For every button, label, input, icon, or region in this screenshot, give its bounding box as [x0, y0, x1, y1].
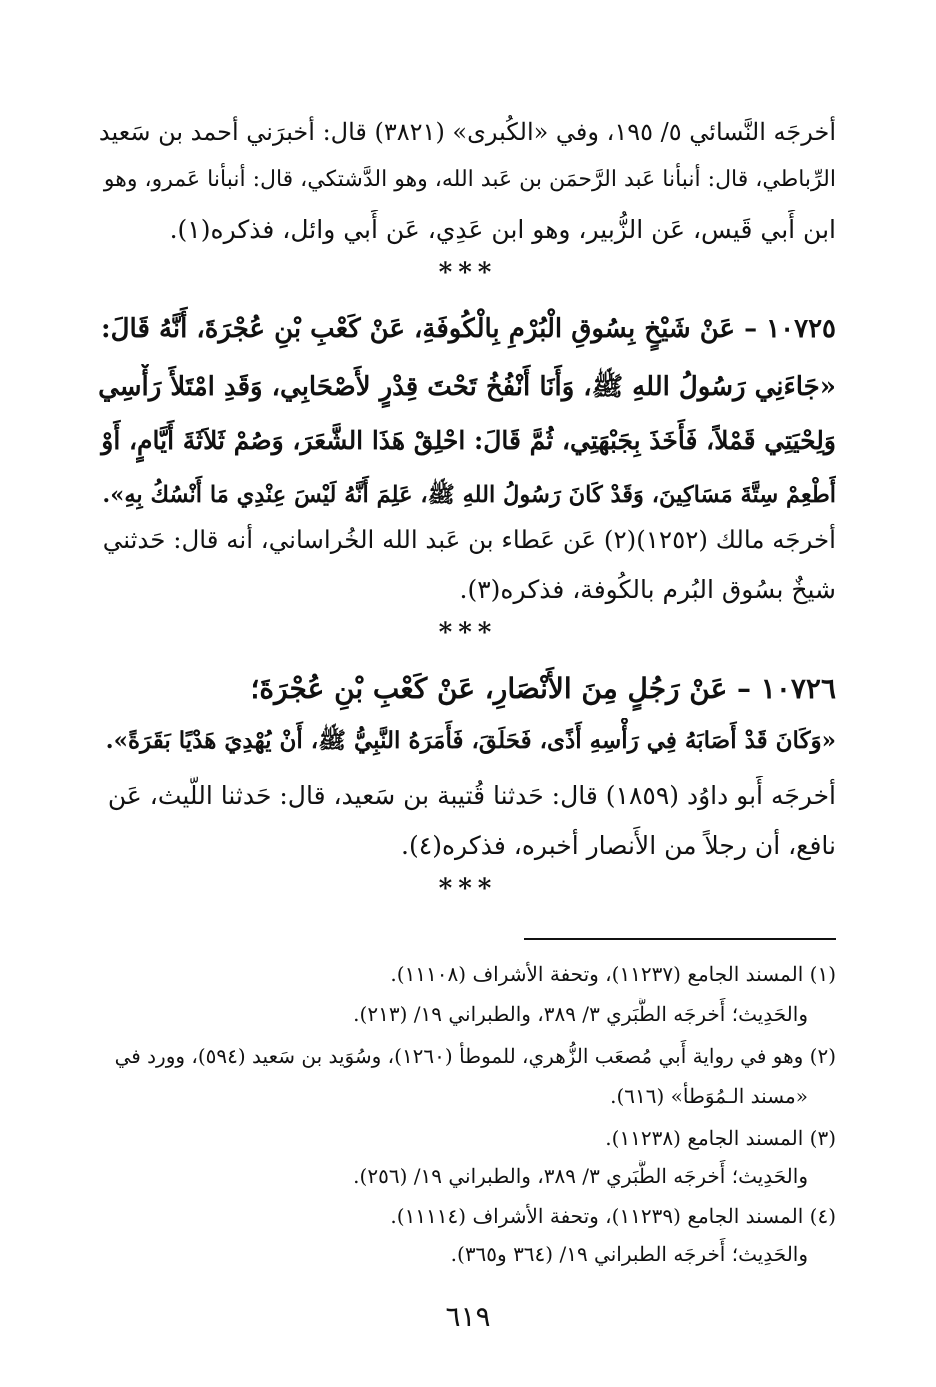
- hadith-text-line: «جَاءَنِي رَسُولُ اللهِ ﷺ، وَأَنَا أَنْفُخُ تَحْتَ قِدْرٍ لأَصْحَابِي، وَقَدِ امْتَلأَ رَأْسِي: [98, 372, 836, 402]
- footnote-line: (١) المسند الجامع (١١٢٣٧)، وتحفة الأشراف (١١١٠٨).: [390, 962, 836, 986]
- hadith-text-line: أَطْعِمْ سِتَّةَ مَسَاكِينَ، وَقَدْ كَانَ رَسُولُ اللهِ ﷺ، عَلِمَ أَنَّهُ لَيْسَ عِنْدِي مَا أَنْسُكُ بِهِ».: [102, 482, 836, 508]
- section-separator: ***: [438, 618, 498, 648]
- footnote-rule: [524, 938, 836, 940]
- takhrij-line: الرِّباطي، قال: أنبأنا عَبد الرَّحمَن بن عَبد الله، وهو الدَّشتكي، قال: أنبأنا عَمرو، وهو: [103, 167, 836, 192]
- takhrij-line: أخرجَه أَبو داوُد (١٨٥٩) قال: حَدثنا قُتيبة بن سَعيد، قال: حَدثنا اللَّيث، عَن: [107, 781, 836, 810]
- takhrij-line: شيخٌ بسُوق البُرم بالكُوفة، فذكره(٣).: [459, 575, 836, 604]
- footnote-line: والحَدِيث؛ أَخرجَه الطَّبَري ٣/ ٣٨٩، والطبراني ١٩/ (٢١٣).: [353, 1002, 808, 1026]
- section-separator: ***: [438, 874, 498, 904]
- hadith-text-line: وَلِحْيَتِي قَمْلاً، فَأَخَذَ بِجَبْهَتِي، ثُمَّ قَالَ: احْلِقْ هَذَا الشَّعَرَ، وَصُمْ ثَلاَثَةَ أَيَّامٍ، أَوْ: [101, 426, 836, 455]
- takhrij-line: نافع، أن رجلاً من الأَنصار أخبره، فذكره(٤).: [401, 831, 836, 860]
- section-separator: ***: [438, 258, 498, 288]
- takhrij-line: أخرجَه مالك (١٢٥٢)(٢) عَن عَطاء بن عَبد الله الخُراساني، أنه قال: حَدثني: [102, 525, 836, 554]
- footnote-line: (٤) المسند الجامع (١١٢٣٩)، وتحفة الأشراف (١١١١٤).: [390, 1204, 836, 1228]
- footnote-line: والحَدِيث؛ أَخرجَه الطَّبَري ٣/ ٣٨٩، والطبراني ١٩/ (٢٥٦).: [353, 1164, 808, 1188]
- footnote-line: (٢) وهو في رواية أَبي مُصعَب الزُّهري، للموطأ (١٢٦٠)، وسُوَيد بن سَعيد (٥٩٤)، وورد في: [114, 1044, 836, 1068]
- footnote-line: «مسند الـمُوَطأ» (٦١٦).: [610, 1084, 808, 1108]
- takhrij-line: ابن أَبي قَيس، عَن الزُّبير، وهو ابن عَدِي، عَن أَبي وائل، فذكره(١).: [169, 215, 836, 244]
- hadith-text-line: «وَكَانَ قَدْ أَصَابَهُ فِي رَأْسِهِ أَذًى، فَحَلَقَ، فَأَمَرَهُ النَّبِيُّ ﷺ، أَنْ يُهْدِيَ هَدْيًا بَقَرَةً».: [105, 727, 836, 754]
- hadith-heading: ١٠٧٢٦ – عَنْ رَجُلٍ مِنَ الأَنْصَارِ، عَنْ كَعْبِ بْنِ عُجْرَةَ؛: [250, 672, 836, 705]
- takhrij-line: أخرجَه النَّسائي ٥/ ١٩٥، وفي «الكُبرى» (٣٨٢١) قال: أخبرَني أحمد بن سَعيد: [98, 118, 836, 146]
- footnote-line: (٣) المسند الجامع (١١٢٣٨).: [605, 1126, 836, 1150]
- hadith-heading: ١٠٧٢٥ – عَنْ شَيْخٍ بِسُوقِ الْبُرْمِ بِالْكُوفَةِ، عَنْ كَعْبِ بْنِ عُجْرَةَ، أَنَّهُ قَالَ:: [101, 314, 836, 344]
- page-number: ٦١٩: [445, 1300, 491, 1333]
- footnote-line: والحَدِيث؛ أَخرجَه الطبراني ١٩/ (٣٦٤ و٣٦٥).: [450, 1242, 808, 1266]
